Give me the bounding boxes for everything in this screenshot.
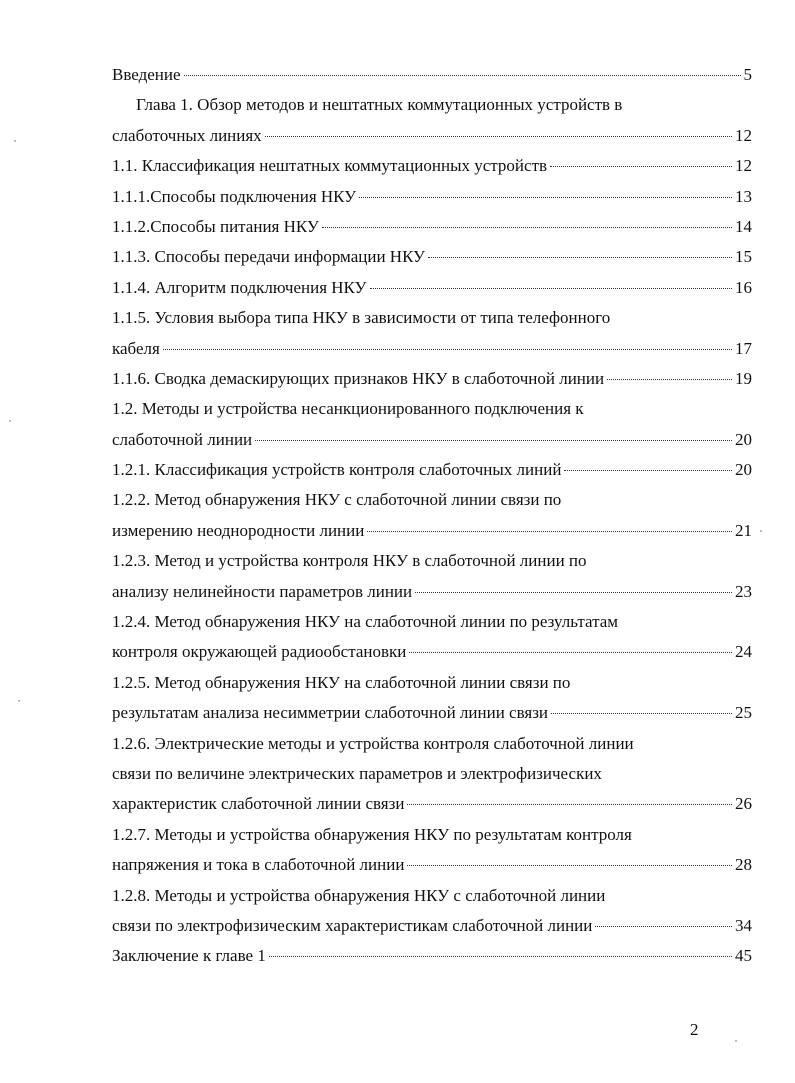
- dot-leader: [367, 531, 732, 532]
- toc-entry-title: 1.1.5. Условия выбора типа НКУ в зависимости от типа телефонного: [112, 308, 611, 328]
- scan-speck: [9, 420, 11, 422]
- toc-entry-page: 24: [735, 642, 752, 662]
- toc-entry-page: 20: [735, 429, 752, 449]
- toc-entry-title: результатам анализа несимметрии слаботочной линии связи: [112, 703, 549, 723]
- toc-entry-page: 12: [735, 125, 752, 145]
- toc-line: [112, 668, 752, 698]
- toc-entry-page: 5: [743, 65, 752, 84]
- toc-line: [112, 516, 752, 546]
- table-of-contents: [112, 60, 752, 972]
- toc-line: [112, 151, 752, 181]
- toc-entry: [112, 485, 752, 546]
- scan-speck: [760, 530, 762, 532]
- toc-line: [112, 182, 752, 212]
- dot-leader: [370, 288, 732, 289]
- toc-entry-title: 1.2. Методы и устройства несанкционированного подключения к: [112, 399, 584, 419]
- toc-entry-title: анализу нелинейности параметров линии: [112, 581, 413, 601]
- toc-entry-page: 20: [735, 460, 752, 480]
- toc-entry-title: связи по величине электрических параметров и электрофизических: [112, 763, 602, 783]
- toc-line: [112, 789, 752, 819]
- toc-line: [112, 698, 752, 728]
- toc-entry-title: Глава 1. Обзор методов и нештатных коммутационных устройств в: [136, 95, 623, 115]
- toc-entry-page: 19: [735, 368, 752, 388]
- toc-line: [112, 273, 752, 303]
- toc-entry-page: 28: [735, 855, 752, 875]
- dot-leader: [269, 956, 732, 957]
- toc-entry: [112, 820, 752, 881]
- toc-entry-page: 45: [735, 946, 752, 966]
- toc-entry-title: контроля окружающей радиообстановки: [112, 642, 407, 662]
- toc-line: [112, 485, 752, 515]
- toc-entry: [112, 90, 752, 151]
- toc-entry-title: кабеля: [112, 338, 160, 358]
- toc-entry: [112, 212, 752, 242]
- toc-entry-title: 1.2.7. Методы и устройства обнаружения НКУ по результатам контроля: [112, 824, 632, 844]
- toc-entry: [112, 941, 752, 971]
- toc-line: [112, 303, 752, 333]
- toc-line: [112, 759, 752, 789]
- toc-entry-page: 14: [735, 216, 752, 236]
- toc-entry: [112, 60, 752, 90]
- dot-leader: [322, 227, 732, 228]
- toc-entry-title: 1.2.3. Метод и устройства контроля НКУ в слаботочной линии по: [112, 551, 587, 571]
- toc-entry-title: 1.2.6. Электрические методы и устройства контроля слаботочной линии: [112, 733, 634, 753]
- dot-leader: [359, 197, 732, 198]
- toc-entry-title: 1.1.2.Способы питания НКУ: [112, 216, 319, 236]
- toc-entry: [112, 546, 752, 607]
- toc-entry-title: слаботочной линии: [112, 429, 253, 449]
- toc-line: [112, 941, 752, 971]
- toc-line: [112, 334, 752, 364]
- toc-line: [112, 60, 752, 90]
- dot-leader: [265, 136, 732, 137]
- dot-leader: [550, 166, 732, 167]
- toc-line: [112, 121, 752, 151]
- toc-line: [112, 729, 752, 759]
- toc-line: [112, 607, 752, 637]
- dot-leader: [415, 592, 732, 593]
- dot-leader: [428, 257, 732, 258]
- toc-entry-page: 12: [735, 156, 752, 176]
- toc-entry: [112, 151, 752, 181]
- toc-entry: [112, 273, 752, 303]
- toc-entry-title: 1.1.3. Способы передачи информации НКУ: [112, 247, 426, 267]
- toc-entry: [112, 668, 752, 729]
- scan-speck: [14, 140, 16, 142]
- toc-entry-title: 1.2.5. Метод обнаружения НКУ на слаботочной линии связи по: [112, 672, 571, 692]
- scan-speck: [735, 1040, 737, 1042]
- toc-entry-page: 25: [735, 703, 752, 723]
- toc-entry-title: 1.2.4. Метод обнаружения НКУ на слаботочной линии по результатам: [112, 612, 619, 632]
- dot-leader: [409, 652, 732, 653]
- toc-entry-title: характеристик слаботочной линии связи: [112, 794, 405, 814]
- toc-entry-title: 1.2.8. Методы и устройства обнаружения НКУ с слаботочной линии: [112, 885, 606, 905]
- toc-line: [112, 212, 752, 242]
- toc-entry: [112, 242, 752, 272]
- toc-entry-title: измерению неоднородности линии: [112, 520, 365, 540]
- toc-line: [112, 425, 752, 455]
- scan-speck: [18, 700, 20, 702]
- toc-entry-title: 1.1.1.Способы подключения НКУ: [112, 186, 357, 206]
- toc-entry: [112, 182, 752, 212]
- toc-line: [112, 911, 752, 941]
- toc-entry-page: 23: [735, 581, 752, 601]
- toc-line: [112, 546, 752, 576]
- toc-line: [112, 881, 752, 911]
- dot-leader: [255, 440, 732, 441]
- toc-entry: [112, 303, 752, 364]
- toc-entry-title: Заключение к главе 1: [112, 946, 266, 966]
- toc-line: [112, 364, 752, 394]
- toc-entry-title: 1.2.2. Метод обнаружения НКУ с слаботочной линии связи по: [112, 490, 562, 510]
- toc-entry-page: 26: [735, 794, 752, 814]
- toc-line: [112, 850, 752, 880]
- dot-leader: [551, 713, 732, 714]
- toc-entry: [112, 364, 752, 394]
- dot-leader: [595, 926, 732, 927]
- toc-line: [112, 90, 752, 120]
- toc-line: [112, 394, 752, 424]
- dot-leader: [564, 470, 732, 471]
- toc-entry: [112, 729, 752, 820]
- dot-leader: [407, 865, 732, 866]
- toc-entry-title: 1.2.1. Классификация устройств контроля слаботочных линий: [112, 460, 562, 480]
- dot-leader: [184, 75, 741, 76]
- toc-entry: [112, 394, 752, 455]
- toc-line: [112, 455, 752, 485]
- page-number: 2: [690, 1020, 699, 1039]
- toc-entry-title: 1.1.4. Алгоритм подключения НКУ: [112, 277, 367, 297]
- toc-entry-page: 17: [735, 338, 752, 358]
- toc-line: [112, 577, 752, 607]
- toc-entry-page: 34: [735, 915, 752, 935]
- toc-entry-page: 15: [735, 247, 752, 267]
- dot-leader: [163, 349, 732, 350]
- toc-line: [112, 637, 752, 667]
- toc-entry-title: Введение: [112, 65, 181, 84]
- toc-entry-title: связи по электрофизическим характеристикам слаботочной линии: [112, 915, 593, 935]
- toc-entry-page: 21: [735, 520, 752, 540]
- toc-entry: [112, 607, 752, 668]
- dot-leader: [407, 804, 732, 805]
- toc-entry-title: 1.1.6. Сводка демаскирующих признаков НКУ в слаботочной линии: [112, 368, 605, 388]
- toc-line: [112, 242, 752, 272]
- toc-entry: [112, 455, 752, 485]
- toc-line: [112, 820, 752, 850]
- toc-entry-title: слаботочных линиях: [112, 125, 262, 145]
- toc-entry: [112, 881, 752, 942]
- toc-entry-title: напряжения и тока в слаботочной линии: [112, 855, 405, 875]
- dot-leader: [607, 379, 732, 380]
- toc-entry-title: 1.1. Классификация нештатных коммутационных устройств: [112, 156, 548, 176]
- toc-entry-page: 13: [735, 186, 752, 206]
- toc-entry-page: 16: [735, 277, 752, 297]
